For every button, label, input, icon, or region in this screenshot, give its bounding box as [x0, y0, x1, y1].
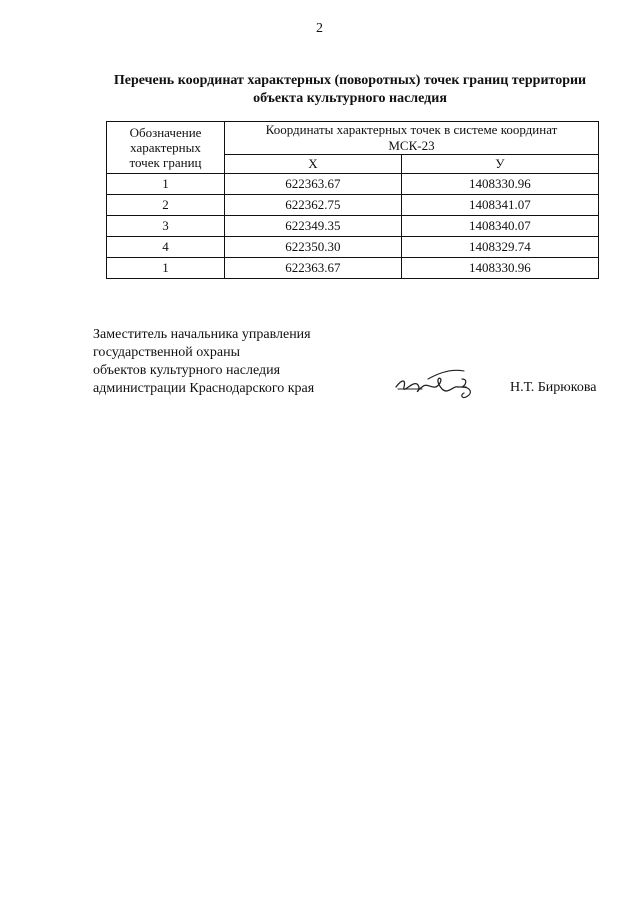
cell-y: 1408340.07 — [401, 216, 598, 237]
header-coordinates-line-1: Координаты характерных точек в системе координат — [265, 122, 558, 137]
position-line-3: объектов культурного наследия — [93, 363, 281, 378]
position-line-1: Заместитель начальника управления — [93, 327, 311, 342]
table-row — [107, 258, 599, 279]
cell-point: 1 — [107, 258, 225, 279]
header-x: Х — [225, 155, 402, 174]
cell-x: 622363.67 — [225, 174, 402, 195]
header-coordinates-line-2: МСК-23 — [388, 138, 435, 153]
cell-x: 622362.75 — [225, 195, 402, 216]
cell-y: 1408329.74 — [401, 237, 598, 258]
position-line-2: государственной охраны — [93, 345, 241, 360]
cell-point: 2 — [107, 195, 225, 216]
cell-x: 622363.67 — [225, 258, 402, 279]
cell-point: 3 — [107, 216, 225, 237]
header-point-line-2: характерных — [130, 140, 201, 155]
signatory-position — [93, 326, 314, 398]
coordinates-table — [106, 121, 599, 279]
cell-y: 1408341.07 — [401, 195, 598, 216]
handwritten-signature — [392, 365, 484, 405]
cell-point: 1 — [107, 174, 225, 195]
header-point-designation — [107, 122, 225, 174]
header-point-line-1: Обозначение — [129, 125, 202, 140]
table-row — [107, 237, 599, 258]
table-row — [107, 174, 599, 195]
table-row — [107, 216, 599, 237]
cell-point: 4 — [107, 237, 225, 258]
cell-x: 622349.35 — [225, 216, 402, 237]
title-line-2: объекта культурного наследия — [253, 91, 447, 106]
position-line-4: администрации Краснодарского края — [93, 381, 315, 396]
page-number: 2 — [316, 21, 323, 36]
cell-y: 1408330.96 — [401, 258, 598, 279]
title-line-1: Перечень координат характерных (поворотных) точек границ территории — [113, 73, 587, 88]
cell-x: 622350.30 — [225, 237, 402, 258]
cell-y: 1408330.96 — [401, 174, 598, 195]
header-coordinates — [225, 122, 599, 155]
table-row — [107, 195, 599, 216]
header-y: У — [401, 155, 598, 174]
signer-name: Н.Т. Бирюкова — [510, 380, 597, 395]
header-point-line-3: точек границ — [129, 155, 202, 170]
document-title — [60, 72, 639, 108]
